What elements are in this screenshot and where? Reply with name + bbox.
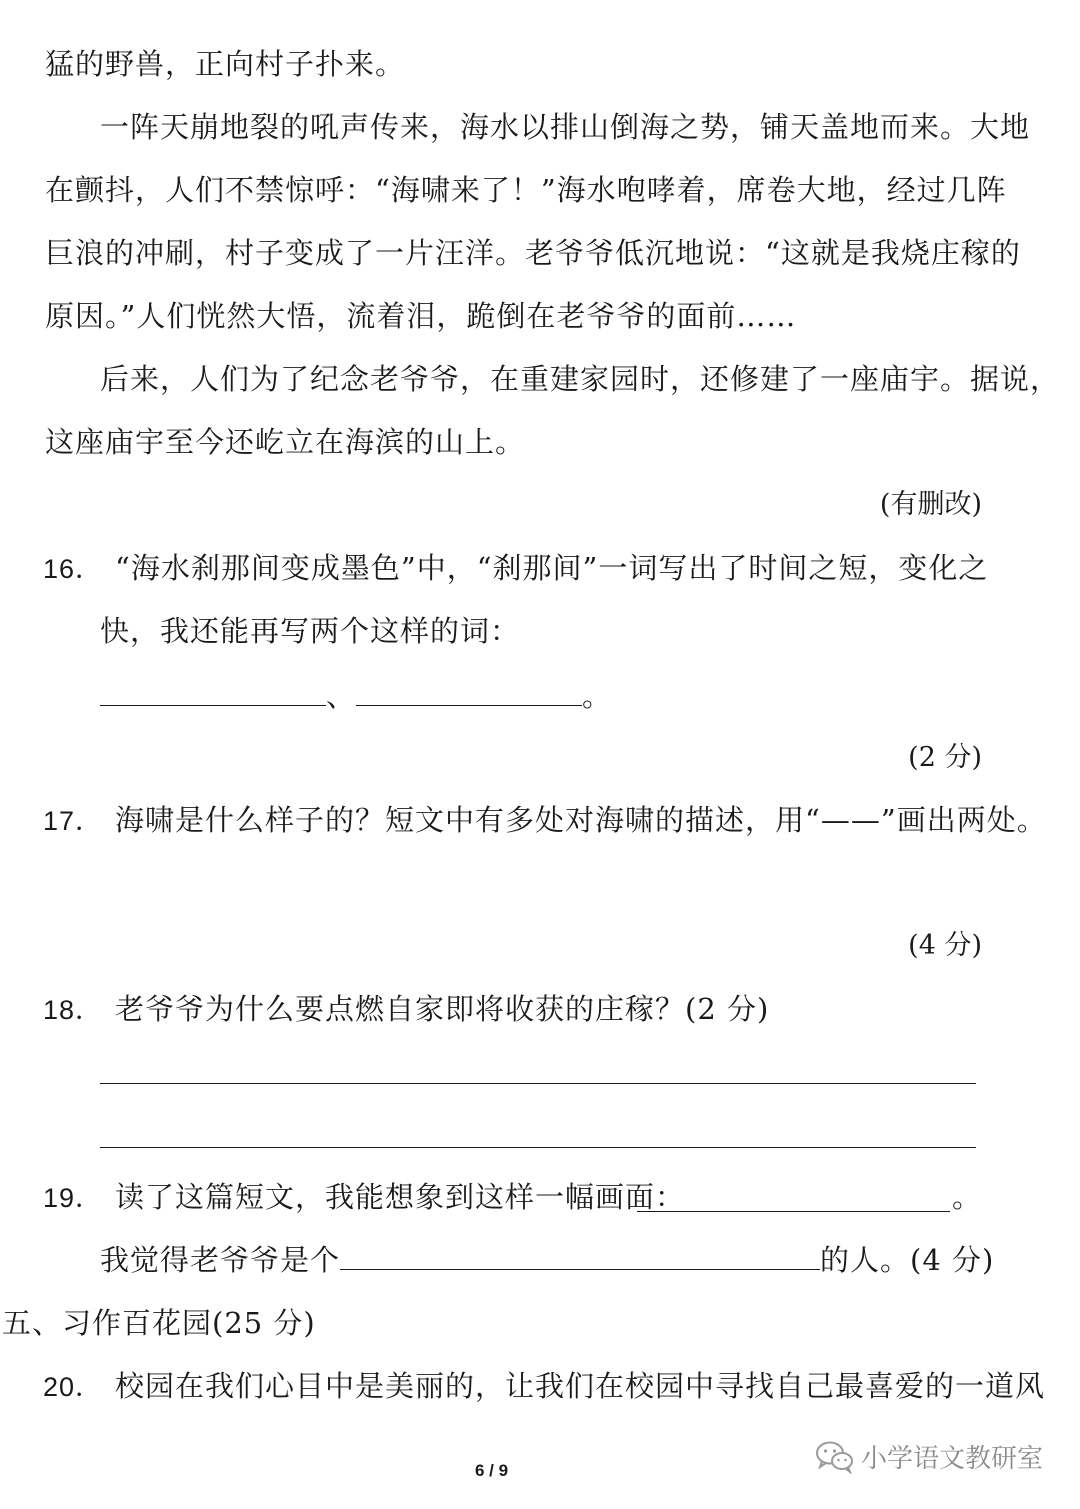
page-number: 6 / 9	[475, 1461, 509, 1480]
watermark	[815, 1438, 1043, 1475]
answer-blank[interactable]	[356, 677, 582, 706]
question-text: 读了这篇短文，我能想象到这样一幅画面：	[115, 1180, 686, 1214]
question-19-line2	[100, 1240, 994, 1280]
passage-line: 原因。”人们恍然大悟，流着泪，跪倒在老爷爷的面前……	[45, 299, 797, 333]
watermark-text: 小学语文教研室	[861, 1444, 1044, 1474]
answer-blank[interactable]	[100, 677, 326, 706]
answer-line[interactable]	[100, 1147, 976, 1148]
passage-line: 后来，人们为了纪念老爷爷，在重建家园时，还修建了一座庙宇。据说，	[100, 362, 1061, 396]
blank-separator: 、	[326, 679, 357, 713]
question-17	[43, 800, 1047, 841]
passage-line: 巨浪的冲刷，村子变成了一片汪洋。老爷爷低沉地说：“这就是我烧庄稼的	[45, 236, 1021, 270]
question-16	[43, 548, 988, 589]
question-16-line2: 快，我还能再写两个这样的词：	[100, 614, 521, 648]
question-number: 20．	[43, 1372, 104, 1402]
section-title: 五、习作百花园(25 分)	[2, 1306, 316, 1340]
score-label: (2 分)	[908, 742, 982, 773]
answer-line[interactable]	[100, 1083, 976, 1084]
question-number: 18．	[43, 995, 104, 1025]
question-text: 海啸是什么样子的？短文中有多处对海啸的描述，用“——”画出两处。	[115, 803, 1047, 837]
question-20	[43, 1366, 1045, 1407]
passage-line: 这座庙宇至今还屹立在海滨的山上。	[45, 425, 526, 459]
passage-line: 猛的野兽，正向村子扑来。	[45, 47, 406, 81]
wechat-icon	[815, 1440, 855, 1474]
question-text: 校园在我们心目中是美丽的，让我们在校园中寻找自己最喜爱的一道风	[115, 1369, 1046, 1403]
blank-end: 。	[952, 1180, 983, 1214]
blank-end: 。	[582, 679, 613, 713]
question-text: 的人。(4 分)	[820, 1243, 995, 1277]
source-note: (有删改)	[879, 489, 982, 520]
question-number: 17．	[43, 806, 104, 836]
question-text: “海水刹那间变成墨色”中，“刹那间”一词写出了时间之短，变化之	[115, 551, 989, 585]
question-16-answer	[100, 676, 612, 716]
score-label: (4 分)	[908, 930, 982, 961]
passage-line: 在颤抖，人们不禁惊呼：“海啸来了！”海水咆哮着，席卷大地，经过几阵	[45, 173, 1007, 207]
answer-blank[interactable]	[637, 1211, 950, 1212]
passage-line: 一阵天崩地裂的吼声传来，海水以排山倒海之势，铺天盖地而来。大地	[100, 110, 1031, 144]
question-number: 19．	[43, 1183, 104, 1213]
answer-blank[interactable]	[340, 1241, 820, 1270]
question-19	[43, 1177, 685, 1218]
question-18	[43, 989, 769, 1030]
question-number: 16．	[43, 554, 104, 584]
question-text: 我觉得老爷爷是个	[100, 1243, 341, 1277]
question-text: 老爷爷为什么要点燃自家即将收获的庄稼？(2 分)	[115, 992, 770, 1026]
